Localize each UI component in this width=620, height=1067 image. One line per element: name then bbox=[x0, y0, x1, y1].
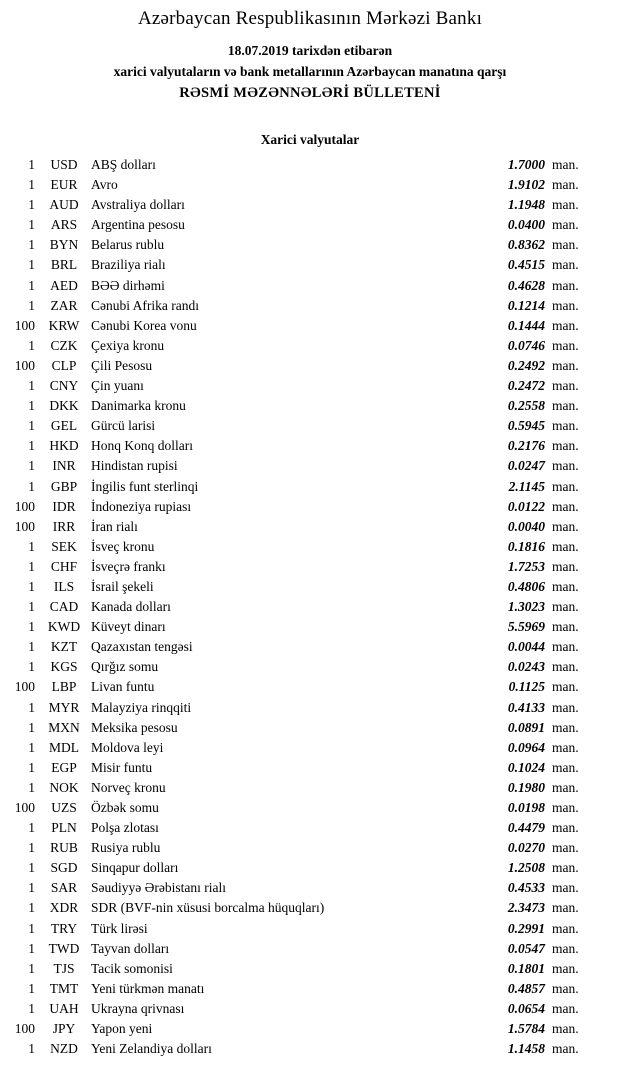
unit-label-cell: man. bbox=[552, 558, 579, 574]
table-row bbox=[0, 356, 620, 376]
table-row bbox=[0, 1039, 620, 1059]
currency-name-cell: Kanada dolları bbox=[91, 599, 171, 615]
unit-label-cell: man. bbox=[552, 639, 579, 655]
rate-value-cell: 0.2492 bbox=[507, 357, 545, 373]
unit-label-cell: man. bbox=[552, 317, 579, 333]
unit-label-cell: man. bbox=[552, 860, 579, 876]
rate-value-cell: 1.3023 bbox=[507, 599, 545, 615]
table-row bbox=[0, 577, 620, 597]
quantity-cell: 1 bbox=[28, 719, 35, 735]
unit-label-cell: man. bbox=[552, 980, 579, 996]
bank-title: Azərbaycan Respublikasının Mərkəzi Bankı bbox=[137, 8, 483, 29]
currency-code-cell: LBP bbox=[51, 679, 77, 695]
bulletin-header bbox=[0, 8, 620, 104]
rate-value-cell: 0.8362 bbox=[507, 237, 545, 253]
currency-name-cell: İsveçrə frankı bbox=[91, 558, 166, 574]
quantity-cell: 1 bbox=[28, 940, 35, 956]
currency-name-cell: BƏƏ dirhəmi bbox=[91, 277, 165, 293]
unit-label-cell: man. bbox=[552, 518, 579, 534]
currency-name-cell: Yeni türkmən manatı bbox=[91, 980, 205, 996]
rate-value-cell: 1.7000 bbox=[507, 157, 545, 172]
quantity-cell: 1 bbox=[28, 398, 35, 414]
rate-value-cell: 0.0198 bbox=[507, 800, 545, 815]
quantity-cell: 100 bbox=[14, 498, 35, 514]
table-row bbox=[0, 557, 620, 577]
rate-value-cell: 1.2508 bbox=[507, 860, 545, 876]
table-row bbox=[0, 878, 620, 898]
table-row bbox=[0, 376, 620, 396]
currency-name-cell: Moldova leyi bbox=[91, 739, 164, 755]
quantity-cell: 1 bbox=[28, 197, 35, 213]
rate-value-cell: 2.1145 bbox=[508, 478, 545, 494]
quantity-cell: 1 bbox=[28, 438, 35, 454]
quantity-cell: 1 bbox=[28, 820, 35, 836]
unit-label-cell: man. bbox=[552, 418, 579, 434]
table-row bbox=[0, 416, 620, 436]
quantity-cell: 1 bbox=[28, 1041, 35, 1057]
currency-name-cell: Küveyt dinarı bbox=[91, 619, 166, 635]
currency-name-cell: İndoneziya rupiası bbox=[91, 498, 192, 514]
currency-name-cell: Tacik somonisi bbox=[91, 960, 173, 976]
table-row bbox=[0, 316, 620, 336]
unit-label-cell: man. bbox=[552, 257, 579, 273]
currency-name-cell: Ukrayna qrivnası bbox=[91, 1000, 185, 1016]
quantity-cell: 1 bbox=[28, 217, 35, 233]
currency-name-cell: Hindistan rupisi bbox=[91, 458, 178, 474]
rate-value-cell: 1.1458 bbox=[507, 1041, 545, 1057]
table-row bbox=[0, 999, 620, 1019]
rate-value-cell: 0.0247 bbox=[507, 458, 545, 474]
unit-label-cell: man. bbox=[552, 739, 579, 755]
currency-code-cell: KZT bbox=[50, 639, 78, 655]
currency-code-cell: TWD bbox=[48, 940, 80, 956]
quantity-cell: 1 bbox=[28, 458, 35, 474]
currency-code-cell: BRL bbox=[50, 257, 78, 273]
currency-name-cell: İsveç kronu bbox=[91, 538, 155, 554]
currency-code-cell: JPY bbox=[52, 1021, 76, 1037]
table-row bbox=[0, 276, 620, 296]
unit-label-cell: man. bbox=[552, 498, 579, 514]
rate-value-cell: 0.0746 bbox=[507, 337, 545, 353]
currency-name-cell: Honq Konq dolları bbox=[91, 438, 193, 454]
currency-code-cell: TMT bbox=[49, 980, 79, 996]
quantity-cell: 1 bbox=[28, 257, 35, 273]
currency-code-cell: MXN bbox=[48, 719, 80, 735]
currency-code-cell: TJS bbox=[53, 960, 75, 976]
currency-name-cell: Tayvan dolları bbox=[91, 940, 170, 956]
table-row bbox=[0, 296, 620, 316]
quantity-cell: 1 bbox=[28, 237, 35, 253]
rate-value-cell: 1.7253 bbox=[507, 558, 545, 574]
quantity-cell: 100 bbox=[14, 317, 35, 333]
unit-label-cell: man. bbox=[552, 659, 579, 675]
rate-value-cell: 0.4479 bbox=[507, 820, 545, 836]
currency-code-cell: ZAR bbox=[50, 297, 78, 313]
currency-code-cell: IDR bbox=[52, 498, 76, 514]
currency-name-cell: Yapon yeni bbox=[91, 1021, 153, 1037]
currency-name-cell: Argentina pesosu bbox=[91, 217, 185, 233]
unit-label-cell: man. bbox=[552, 900, 579, 916]
quantity-cell: 1 bbox=[28, 177, 35, 193]
table-row bbox=[0, 738, 620, 758]
rate-value-cell: 0.0044 bbox=[507, 639, 545, 655]
table-row bbox=[0, 235, 620, 255]
quantity-cell: 1 bbox=[28, 337, 35, 353]
currency-name-cell: Danimarka kronu bbox=[91, 398, 186, 414]
currency-name-cell: Sinqapur dolları bbox=[91, 860, 179, 876]
quantity-cell: 1 bbox=[28, 277, 35, 293]
rate-value-cell: 0.0040 bbox=[507, 518, 545, 534]
currency-code-cell: GEL bbox=[50, 418, 78, 434]
unit-label-cell: man. bbox=[552, 940, 579, 956]
unit-label-cell: man. bbox=[552, 237, 579, 253]
table-row bbox=[0, 637, 620, 657]
rate-value-cell: 2.3473 bbox=[507, 900, 545, 916]
rate-value-cell: 1.5784 bbox=[507, 1021, 545, 1037]
quantity-cell: 1 bbox=[28, 578, 35, 594]
currency-code-cell: NOK bbox=[49, 779, 79, 795]
currency-name-cell: Çin yuanı bbox=[91, 378, 144, 394]
rate-value-cell: 0.0964 bbox=[507, 739, 545, 755]
rate-value-cell: 0.1444 bbox=[507, 317, 545, 333]
unit-label-cell: man. bbox=[552, 1041, 579, 1057]
rate-value-cell: 0.4133 bbox=[507, 699, 545, 715]
rate-value-cell: 0.2472 bbox=[507, 378, 545, 394]
unit-label-cell: man. bbox=[552, 679, 579, 695]
rate-value-cell: 5.5969 bbox=[507, 619, 545, 635]
quantity-cell: 1 bbox=[28, 960, 35, 976]
currency-name-cell: Çexiya kronu bbox=[91, 337, 165, 353]
quantity-cell: 1 bbox=[28, 659, 35, 675]
table-row bbox=[0, 818, 620, 838]
table-row bbox=[0, 959, 620, 979]
table-row bbox=[0, 758, 620, 778]
unit-label-cell: man. bbox=[552, 458, 579, 474]
currency-code-cell: SAR bbox=[50, 880, 78, 896]
unit-label-cell: man. bbox=[552, 438, 579, 454]
currency-name-cell: Meksika pesosu bbox=[91, 719, 178, 735]
table-row bbox=[0, 215, 620, 235]
currency-code-cell: ILS bbox=[53, 578, 75, 594]
quantity-cell: 1 bbox=[28, 759, 35, 775]
currency-code-cell: CHF bbox=[50, 558, 78, 574]
quantity-cell: 1 bbox=[28, 478, 35, 494]
unit-label-cell: man. bbox=[552, 840, 579, 856]
table-row bbox=[0, 255, 620, 275]
quantity-cell: 100 bbox=[14, 1021, 35, 1037]
table-row bbox=[0, 396, 620, 416]
rate-value-cell: 0.1816 bbox=[507, 538, 545, 554]
quantity-cell: 1 bbox=[28, 699, 35, 715]
table-row bbox=[0, 477, 620, 497]
table-row bbox=[0, 858, 620, 878]
quantity-cell: 100 bbox=[14, 518, 35, 534]
currency-code-cell: EGP bbox=[51, 759, 77, 775]
currency-name-cell: Livan funtu bbox=[91, 679, 155, 695]
unit-label-cell: man. bbox=[552, 719, 579, 735]
currency-code-cell: MYR bbox=[48, 699, 80, 715]
table-row bbox=[0, 677, 620, 697]
table-row bbox=[0, 155, 620, 175]
table-row bbox=[0, 1019, 620, 1039]
table-row bbox=[0, 778, 620, 798]
table-row bbox=[0, 718, 620, 738]
rate-value-cell: 0.1125 bbox=[508, 679, 545, 695]
rates-table bbox=[0, 155, 620, 1059]
currency-code-cell: AED bbox=[50, 277, 78, 293]
quantity-cell: 1 bbox=[28, 538, 35, 554]
currency-name-cell: Braziliya rialı bbox=[91, 257, 166, 273]
rate-value-cell: 0.2558 bbox=[507, 398, 545, 414]
currency-name-cell: ABŞ dolları bbox=[91, 157, 156, 172]
effective-date-line: 18.07.2019 tarixdən etibarən bbox=[227, 43, 393, 58]
quantity-cell: 100 bbox=[14, 800, 35, 815]
rate-value-cell: 1.9102 bbox=[507, 177, 545, 193]
table-row bbox=[0, 657, 620, 677]
rate-value-cell: 0.4533 bbox=[507, 880, 545, 896]
currency-name-cell: Avstraliya dolları bbox=[91, 197, 185, 213]
unit-label-cell: man. bbox=[552, 1021, 579, 1037]
currency-code-cell: UZS bbox=[51, 800, 77, 815]
unit-label-cell: man. bbox=[552, 337, 579, 353]
currency-code-cell: PLN bbox=[51, 820, 77, 836]
table-row bbox=[0, 597, 620, 617]
unit-label-cell: man. bbox=[552, 619, 579, 635]
table-row bbox=[0, 919, 620, 939]
rate-value-cell: 0.2991 bbox=[507, 920, 545, 936]
unit-label-cell: man. bbox=[552, 378, 579, 394]
rate-value-cell: 0.4857 bbox=[507, 980, 545, 996]
currency-name-cell: Cənubi Afrika randı bbox=[91, 297, 199, 313]
table-row bbox=[0, 979, 620, 999]
currency-name-cell: Gürcü larisi bbox=[91, 418, 156, 434]
quantity-cell: 1 bbox=[28, 558, 35, 574]
currency-name-cell: Cənubi Korea vonu bbox=[91, 317, 197, 333]
currency-name-cell: SDR (BVF-nin xüsusi borcalma hüquqları) bbox=[91, 900, 325, 916]
rate-value-cell: 0.4806 bbox=[507, 578, 545, 594]
rate-value-cell: 0.0243 bbox=[507, 659, 545, 675]
currency-name-cell: Norveç kronu bbox=[91, 779, 166, 795]
currency-name-cell: Qırğız somu bbox=[91, 659, 159, 675]
unit-label-cell: man. bbox=[552, 759, 579, 775]
currency-code-cell: AUD bbox=[49, 197, 79, 213]
bulletin-title: RƏSMİ MƏZƏNNƏLƏRİ BÜLLETENİ bbox=[179, 85, 441, 101]
unit-label-cell: man. bbox=[552, 578, 579, 594]
currency-code-cell: SEK bbox=[51, 538, 77, 554]
currency-name-cell: Qazaxıstan tengəsi bbox=[91, 639, 193, 655]
quantity-cell: 100 bbox=[14, 679, 35, 695]
unit-label-cell: man. bbox=[552, 478, 579, 494]
table-row bbox=[0, 436, 620, 456]
currency-code-cell: CNY bbox=[49, 378, 79, 394]
unit-label-cell: man. bbox=[552, 960, 579, 976]
table-row bbox=[0, 939, 620, 959]
currency-name-cell: İran rialı bbox=[91, 518, 138, 534]
quantity-cell: 1 bbox=[28, 378, 35, 394]
currency-code-cell: CZK bbox=[50, 337, 78, 353]
currency-code-cell: KWD bbox=[47, 619, 81, 635]
rate-value-cell: 0.0400 bbox=[507, 217, 545, 233]
section-title: Xarici valyutalar bbox=[260, 132, 360, 147]
table-row bbox=[0, 617, 620, 637]
currency-code-cell: GBP bbox=[50, 478, 78, 494]
currency-code-cell: TRY bbox=[50, 920, 78, 936]
rate-value-cell: 0.2176 bbox=[507, 438, 545, 454]
currency-code-cell: NZD bbox=[50, 1041, 78, 1057]
unit-label-cell: man. bbox=[552, 800, 579, 815]
table-row bbox=[0, 838, 620, 858]
currency-code-cell: IRR bbox=[52, 518, 76, 534]
table-row bbox=[0, 336, 620, 356]
rate-value-cell: 0.5945 bbox=[507, 418, 545, 434]
unit-label-cell: man. bbox=[552, 538, 579, 554]
currency-code-cell: UAH bbox=[49, 1000, 79, 1016]
currency-name-cell: Misir funtu bbox=[91, 759, 153, 775]
quantity-cell: 1 bbox=[28, 639, 35, 655]
quantity-cell: 1 bbox=[28, 779, 35, 795]
currency-code-cell: KGS bbox=[50, 659, 78, 675]
currency-code-cell: ARS bbox=[50, 217, 78, 233]
currency-code-cell: BYN bbox=[49, 237, 79, 253]
table-row bbox=[0, 898, 620, 918]
currency-name-cell: İsrail şekeli bbox=[91, 578, 154, 594]
currency-code-cell: RUB bbox=[50, 840, 78, 856]
currency-code-cell: CLP bbox=[51, 357, 77, 373]
quantity-cell: 1 bbox=[28, 900, 35, 916]
table-row bbox=[0, 517, 620, 537]
table-row bbox=[0, 537, 620, 557]
currency-name-cell: Rusiya rublu bbox=[91, 840, 161, 856]
currency-name-cell: Səudiyyə Ərəbistanı rialı bbox=[91, 880, 226, 896]
unit-label-cell: man. bbox=[552, 217, 579, 233]
quantity-cell: 1 bbox=[28, 860, 35, 876]
table-row bbox=[0, 497, 620, 517]
quantity-cell: 1 bbox=[28, 880, 35, 896]
quantity-cell: 1 bbox=[28, 840, 35, 856]
currency-name-cell: Avro bbox=[91, 177, 118, 193]
unit-label-cell: man. bbox=[552, 820, 579, 836]
unit-label-cell: man. bbox=[552, 920, 579, 936]
unit-label-cell: man. bbox=[552, 880, 579, 896]
rate-value-cell: 0.0891 bbox=[507, 719, 545, 735]
table-row bbox=[0, 456, 620, 476]
rate-value-cell: 0.4515 bbox=[507, 257, 545, 273]
unit-label-cell: man. bbox=[552, 277, 579, 293]
currency-code-cell: KRW bbox=[48, 317, 80, 333]
currency-code-cell: MDL bbox=[49, 739, 79, 755]
currency-code-cell: HKD bbox=[49, 438, 79, 454]
rate-value-cell: 0.0654 bbox=[507, 1000, 545, 1016]
quantity-cell: 1 bbox=[28, 619, 35, 635]
unit-label-cell: man. bbox=[552, 297, 579, 313]
currency-code-cell: EUR bbox=[50, 177, 78, 193]
quantity-cell: 1 bbox=[28, 418, 35, 434]
unit-label-cell: man. bbox=[552, 699, 579, 715]
currency-name-cell: Türk lirəsi bbox=[91, 920, 148, 936]
currency-code-cell: SGD bbox=[50, 860, 78, 876]
rate-value-cell: 0.1801 bbox=[507, 960, 545, 976]
currency-name-cell: Belarus rublu bbox=[91, 237, 165, 253]
table-row bbox=[0, 698, 620, 718]
unit-label-cell: man. bbox=[552, 599, 579, 615]
table-row bbox=[0, 798, 620, 818]
currency-code-cell: CAD bbox=[49, 599, 79, 615]
currency-name-cell: Polşa zlotası bbox=[91, 820, 159, 836]
quantity-cell: 1 bbox=[28, 980, 35, 996]
rate-value-cell: 0.0270 bbox=[507, 840, 545, 856]
table-row bbox=[0, 195, 620, 215]
quantity-cell: 1 bbox=[28, 599, 35, 615]
currency-code-cell: DKK bbox=[49, 398, 79, 414]
unit-label-cell: man. bbox=[552, 157, 579, 172]
quantity-cell: 1 bbox=[28, 297, 35, 313]
quantity-cell: 1 bbox=[28, 920, 35, 936]
rate-value-cell: 0.1214 bbox=[507, 297, 545, 313]
currency-code-cell: XDR bbox=[49, 900, 79, 916]
quantity-cell: 1 bbox=[28, 739, 35, 755]
unit-label-cell: man. bbox=[552, 779, 579, 795]
quantity-cell: 1 bbox=[28, 157, 35, 172]
bulletin-subtitle: xarici valyutaların və bank metallarının Azərbaycan manatına qarşı bbox=[113, 64, 507, 79]
quantity-cell: 100 bbox=[14, 357, 35, 373]
rate-value-cell: 0.0547 bbox=[507, 940, 545, 956]
rate-value-cell: 0.4628 bbox=[507, 277, 545, 293]
rate-value-cell: 0.0122 bbox=[507, 498, 545, 514]
currency-name-cell: Yeni Zelandiya dolları bbox=[91, 1041, 212, 1057]
currency-name-cell: Özbək somu bbox=[91, 800, 159, 815]
currency-name-cell: Çili Pesosu bbox=[91, 357, 153, 373]
unit-label-cell: man. bbox=[552, 1000, 579, 1016]
rate-value-cell: 0.1980 bbox=[507, 779, 545, 795]
unit-label-cell: man. bbox=[552, 177, 579, 193]
table-row bbox=[0, 175, 620, 195]
rate-value-cell: 0.1024 bbox=[507, 759, 545, 775]
currency-name-cell: Malayziya rinqqiti bbox=[91, 699, 192, 715]
currency-code-cell: INR bbox=[52, 458, 76, 474]
unit-label-cell: man. bbox=[552, 398, 579, 414]
unit-label-cell: man. bbox=[552, 197, 579, 213]
currency-name-cell: İngilis funt sterlinqi bbox=[91, 478, 199, 494]
unit-label-cell: man. bbox=[552, 357, 579, 373]
quantity-cell: 1 bbox=[28, 1000, 35, 1016]
rate-value-cell: 1.1948 bbox=[507, 197, 545, 213]
currency-code-cell: USD bbox=[50, 157, 78, 172]
